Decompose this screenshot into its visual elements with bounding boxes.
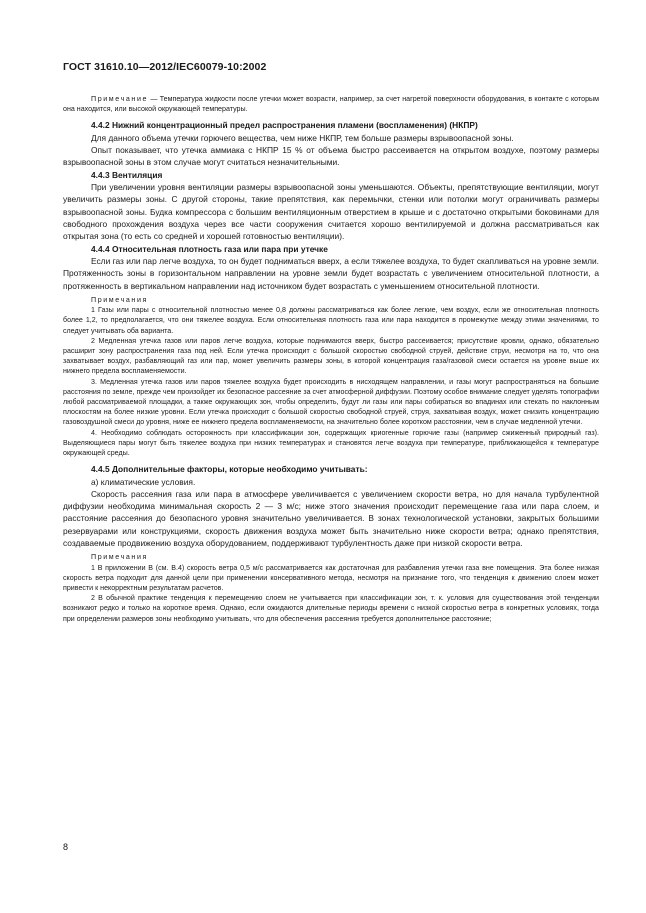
section-heading-4-4-3: 4.4.3 Вентиляция bbox=[91, 169, 163, 180]
s445-note-1: 1 В приложении В (см. В.4) скорость ветра 0,5 м/с рассматривается как достаточная для разбавления утечки газа вне помещения. Эта более низкая скорость ветра подходит для данной цели при применении консервативного метода, несмотря на признание того, что тенденция к движению слоем может привести к некорректным результатам расчетов. bbox=[63, 563, 599, 592]
standard-header: ГОСТ 31610.10—2012/IEC60079-10:2002 bbox=[63, 61, 267, 73]
s445-note-2: 2 В обычной практике тенденция к перемещению слоем не учитывается при классификации зон, т. к. условия для существования этой тенденции возникают редко и только на короткое время. Однако, если ожидаются длительные периоды времени с низкой скоростью ветра в конкретных условиях, тогда при определении размеров зоны необходимо учитывать, что для обеспечения рассеяния требуется дополнительное расстояние; bbox=[63, 594, 599, 623]
s445-paragraph-1: Скорость рассеяния газа или пара в атмосфере увеличивается с увеличением скорости ветра, но для начала турбулентной диффузии необходима минимальная скорость 2 — 3 м/с; ниже этого значения происходит перемещение газа или пара слоем, и расстояние рассеяния до безопасного уровня значительно увеличивается. В зонах технологической установки, закрытых большими резервуарами или конструкциями, скорость движения воздуха может быть значительно ниже скорости ветра; однако препятствия, создаваемые продвижению воздуха оборудованием, поддерживают турбулентность даже при низкой скорости ветра. bbox=[63, 488, 599, 549]
section-heading-4-4-2: 4.4.2 Нижний концентрационный предел распространения пламени (воспламенения) (НКПР) bbox=[91, 120, 478, 131]
s444-note-2: 2 Медленная утечка газов или паров легче воздуха, которые поднимаются вверх, быстро рассеивается; присутствие кровли, однако, обязательно расширит зону распространения газа под ней. Если утечка происходит с большой скоростью свободной струей, действие струи, несмотря на то, что она захватывает воздух, разбавляющий газ или пар, может увеличить размеры зоны, в которой концентрация газа/газовой смеси остается на уровне выше их нижнего предела воспламеняемости. bbox=[63, 336, 599, 376]
s444-note-4: 4. Необходимо соблюдать осторожность при классификации зон, содержащих криогенные горючие газы (например сжиженный природный газ). Выделяющиеся пары могут быть тяжелее воздуха при низких температурах и становятся легче воздуха при температуре, приближающейся к температуре окружающей среды. bbox=[63, 428, 599, 457]
s444-paragraph-1: Если газ или пар легче воздуха, то он будет подниматься вверх, а если тяжелее воздуха, то будет скапливаться на уровне земли. Протяженность зоны в горизонтальном направлении на уровне земли будет возрастать с увеличением относительной плотности, а протяженность в вертикальном направлении над источником будет возрастать с уменьшением относительной плотности. bbox=[63, 256, 599, 291]
s444-notes-label: Примечания bbox=[91, 295, 148, 304]
section-heading-4-4-5: 4.4.5 Дополнительные факторы, которые необходимо учитывать: bbox=[91, 464, 368, 475]
s443-paragraph-1: При увеличении уровня вентиляции размеры взрывоопасной зоны уменьшаются. Объекты, препятствующие вентиляции, могут увеличить размеры зоны. С другой стороны, такие препятствия, как перемычки, стенки или потолки могут ограничивать размеры взрывоопасной зоны. Будка компрессора с большим вентиляционным отверстием в крыше и с достаточно открытыми боковинами для свободного прохождения воздуха через все части сооружения считается хорошо вентилируемой и должна рассматриваться как открытая зона (то есть со средней и хорошей готовностью вентиляции). bbox=[63, 182, 599, 242]
s442-paragraph-2: Опыт показывает, что утечка аммиака с НКПР 15 % от объема быстро рассеивается на открытом воздухе, поэтому размеры взрывоопасной зоны в этом случае могут считаться незначительными. bbox=[63, 145, 599, 168]
note-top-label: Примечание bbox=[91, 95, 149, 103]
document-body bbox=[63, 94, 599, 624]
s444-note-1: 1 Газы или пары с относительной плотностью менее 0,8 должны рассматриваться как более легкие, чем воздух, если же относительная плотность более 1,2, то предполагается, что они тяжелее воздуха. Если относительная плотность газа или пара находится в промежутке между этими значениями, то следует учитывать оба варианта. bbox=[63, 306, 599, 335]
s444-note-3: 3. Медленная утечка газов или паров тяжелее воздуха будет происходить в нисходящем направлении, и газы могут распространяться на большие расстояния по земле, прежде чем произойдет их безопасное рассеяние за счет атмосферной диффузии. Поэтому особое внимание следует уделять топографии любой рассматриваемой площадки, а также окружающих зон, чтобы определить, будут ли газы или пары собираться во впадинах или стекать по наклонным плоскостям на более низкие уровни. Если утечка происходит с большой скоростью свободной струей, струя, захватывая воздух, может снизить концентрацию газовоздушной смеси до уровня, ниже ее нижнего предела воспламеняемости, на значительно более коротком расстоянии, чем в случае медленной утечки. bbox=[63, 377, 599, 427]
s442-paragraph-1: Для данного объема утечки горючего вещества, чем ниже НКПР, тем больше размеры взрывоопасной зоны. bbox=[91, 132, 514, 143]
section-heading-4-4-4: 4.4.4 Относительная плотность газа или пара при утечке bbox=[91, 243, 328, 254]
note-top bbox=[63, 94, 599, 114]
s445-notes-label: Примечания bbox=[91, 553, 148, 562]
note-top-text: — Температура жидкости после утечки может возрасти, например, за счет нагретой поверхности оборудования, в контакте с которым она находится, или высокой окружающей температуры. bbox=[63, 95, 599, 114]
page-number: 8 bbox=[63, 842, 69, 852]
s445-item-a: а) климатические условия. bbox=[91, 476, 196, 487]
